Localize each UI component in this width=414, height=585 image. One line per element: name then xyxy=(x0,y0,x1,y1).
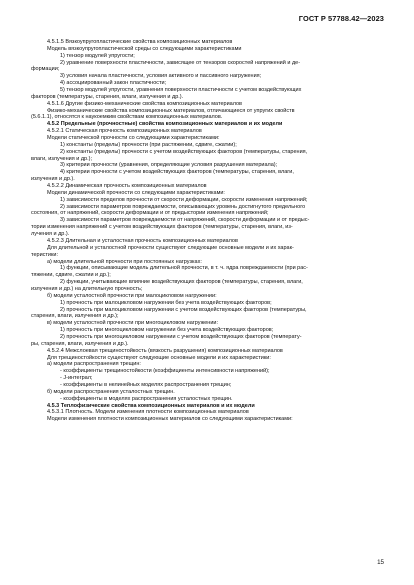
text-line: 2) константы (пределы) прочности с учетом воздействующих факторов (температуры, старения, xyxy=(60,148,308,155)
text-line: теристики: xyxy=(31,251,58,258)
text-line: в) модели усталостной прочности при многоцикловом нагружении: xyxy=(47,320,219,327)
text-line: 2) зависимости параметров повреждаемости, описывающих уровень достигнутого предельного xyxy=(60,203,306,210)
standard-header: ГОСТ Р 57788.42—2023 xyxy=(298,14,384,23)
text-line: 5) тензор модулей упругости, уравнения поверхности пластичности с учетом воздействующих xyxy=(60,87,302,94)
text-line: 1) прочность при многоцикловом нагружении без учета воздействующих факторов; xyxy=(60,327,274,334)
text-line: 2) функции, учитывающие влияние воздействующих факторов (температуры, старения, влаги, xyxy=(60,279,303,286)
text-line: 4) критерии прочности с учетом воздействующих факторов (температуры, старения, влаги, xyxy=(60,169,294,176)
body-text xyxy=(31,39,396,423)
text-line: 2) уравнение поверхности пластичности, зависящее от тензоров скоростей напряжений и де- xyxy=(60,59,301,66)
text-line: 4.5.2.3 Длительная и усталостная прочность композиционных материалов xyxy=(47,237,238,244)
text-line: б) модели усталостной прочности при малоцикловом нагружении: xyxy=(47,292,217,299)
text-line: 1) константы (пределы) прочности (при растяжении, сдвиге, сжатии); xyxy=(60,141,237,148)
text-line: Физико-механические свойства композиционных материалов, отличающиеся от упругих свойств xyxy=(47,107,295,114)
text-line: факторов (температуры, старения, влаги, излучения и др.). xyxy=(31,93,184,100)
text-line: 4.5.2 Предельные (прочностные) свойства композиционных материалов и их модели xyxy=(47,121,283,128)
text-line: а) модели длительной прочности при постоянных нагрузках: xyxy=(47,258,202,265)
page-number: 15 xyxy=(377,559,384,566)
text-line: тяжении, сдвиге, сжатии и др.); xyxy=(31,272,111,279)
text-line: 3) критерии прочности (уравнения, определяющие условия разрушения материала); xyxy=(60,162,278,169)
text-line: ры, старения, влаги, излучения и др.). xyxy=(31,340,129,347)
text-line: 4.5.2.2 Динамическая прочность композиционных материалов xyxy=(47,183,207,190)
text-line: 2) прочность при многоцикловом нагружении с учетом воздействующих факторов (температу- xyxy=(60,333,302,340)
text-line: б) модели распространения усталостных трещин. xyxy=(47,388,175,395)
text-line: 1) функции, описывающие модель длительной прочности, в т. ч. ядра повреждаемости (при рас- xyxy=(60,265,308,272)
text-line: влаги, излучения и др.); xyxy=(31,155,92,162)
text-line: 4.5.3 Теплофизические свойства композиционных материалов и их модели xyxy=(47,402,255,409)
text-line: 1) тензор модулей упругости; xyxy=(60,52,135,59)
text-line: а) модели распространения трещин: xyxy=(47,361,141,368)
text-line: Для трещиностойкости существуют следующие основные модели и их характеристики: xyxy=(47,354,271,361)
text-line: 1) прочность при малоцикловом нагружении без учета воздействующих факторов; xyxy=(60,299,272,306)
text-line: (5.6.1.1), относятся к наукоемким свойствам композиционных материалов. xyxy=(31,114,223,121)
text-line: - J-интеграл; xyxy=(60,375,93,382)
text-line: - коэффициенты в нелинейных моделях распространения трещин; xyxy=(60,381,232,388)
text-line: - коэффициенты трещиностойкости (коэффициенты интенсивности напряжений); xyxy=(60,368,270,375)
text-line: - коэффициенты в моделях распространения усталостных трещин. xyxy=(60,395,233,402)
text-line: Модели динамической прочности со следующими характеристиками: xyxy=(47,189,225,196)
text-line: Для длительной и усталостной прочности существуют следующие основные модели и их харак- xyxy=(47,244,294,251)
text-line: тории изменения напряжений с учетом воздействующих факторов (температуры, старения, влаги, из- xyxy=(31,224,293,231)
text-line: лучения и др.). xyxy=(31,231,70,238)
text-line: 4.5.2.1 Статическая прочность композиционных материалов xyxy=(47,128,202,135)
text-line: старения, влаги, излучения и др.); xyxy=(31,313,119,320)
text-line: 1) зависимости пределов прочности от скорости деформации, скорости изменения напряжений; xyxy=(60,196,308,203)
text-line: 4.5.1.5 Вязкоупругопластические свойства композиционных материалов xyxy=(47,39,233,45)
text-line: 4.5.1.6 Другие физико-механические свойства композиционных материалов xyxy=(47,100,242,107)
text-line: состояния, от напряжений, скорости деформации и от предыстории изменения напряжений; xyxy=(31,210,269,217)
text-line: 4.5.3.1 Плотность. Модели изменения плотности композиционных материалов xyxy=(47,409,249,416)
text-line: излучения и др.). xyxy=(31,176,75,183)
text-line: излучения и др.) на длительную прочность; xyxy=(31,285,143,292)
text-line: 3) условия начала пластичности, условия активного и пассивного нагружения; xyxy=(60,73,262,80)
text-line: 4.5.2.4 Межслоевая трещиностойкость (вязкость разрушения) композиционных материалов xyxy=(47,347,283,354)
text-line: 3) зависимости параметров повреждаемости от напряжений, скорости деформации и от предыс- xyxy=(60,217,310,224)
text-line: Модели статической прочности со следующими характеристиками: xyxy=(47,135,220,142)
text-line: формации; xyxy=(31,66,60,73)
text-line: Модель вязкоупругопластической среды со следующими характеристиками xyxy=(47,45,242,52)
text-line: 4) ассоциированный закон пластичности; xyxy=(60,80,167,87)
text-line: 2) прочность при малоцикловом нагружении с учетом воздействующих факторов (температуры, xyxy=(60,306,307,313)
text-line: Модели изменения плотности композиционных материалов со следующими характеристиками: xyxy=(47,416,293,423)
